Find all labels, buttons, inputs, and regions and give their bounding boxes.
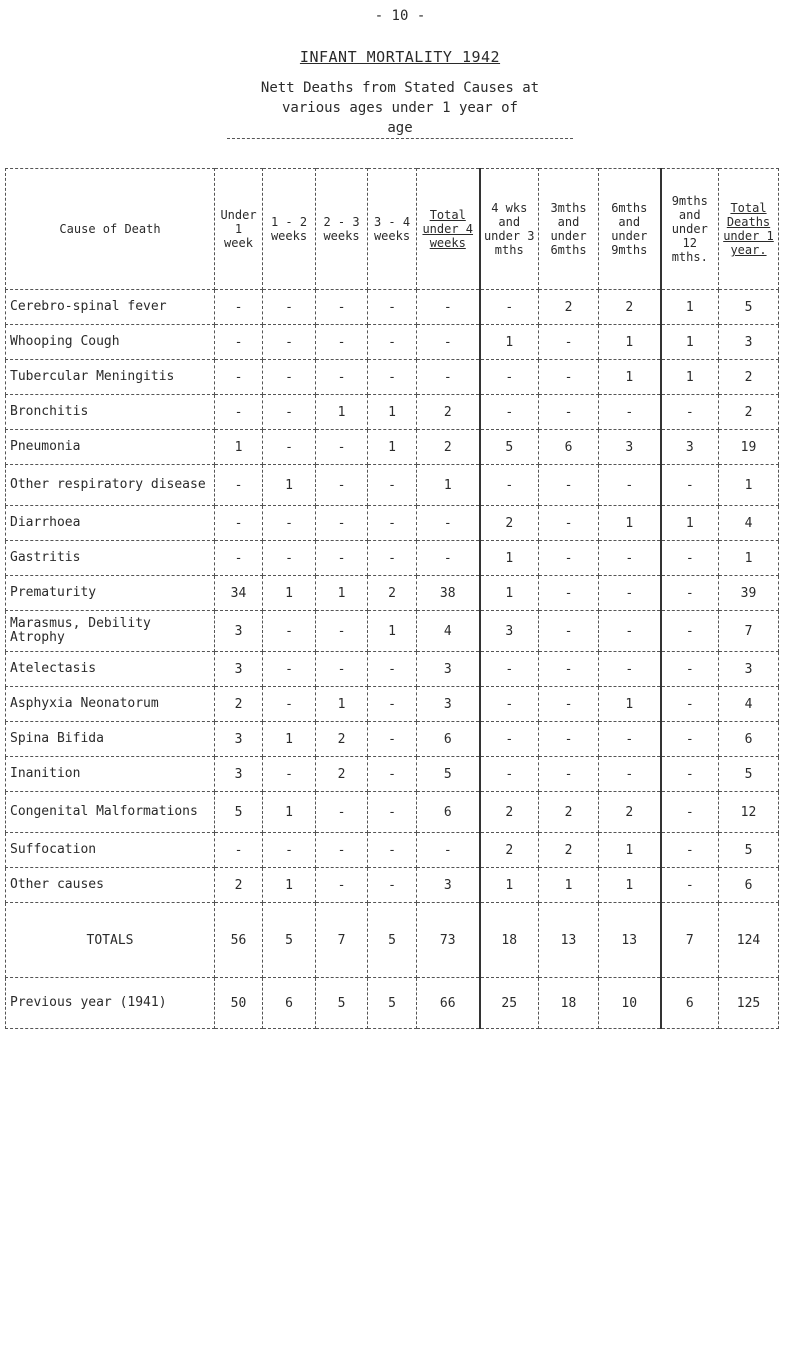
- value-cell: 1: [661, 360, 719, 395]
- value-cell: -: [215, 360, 263, 395]
- value-cell: -: [368, 506, 417, 541]
- value-cell: -: [263, 360, 316, 395]
- value-cell: -: [263, 757, 316, 792]
- previous-cell: 10: [599, 978, 661, 1029]
- value-cell: -: [316, 652, 368, 687]
- table-row: [6, 290, 779, 325]
- value-cell: -: [417, 541, 480, 576]
- cause-cell: Other respiratory disease: [6, 465, 215, 506]
- value-cell: 3: [719, 325, 779, 360]
- total-cell: 7: [316, 903, 368, 978]
- column-header: 2 - 3 weeks: [316, 169, 368, 290]
- value-cell: 3: [480, 611, 539, 652]
- value-cell: -: [316, 360, 368, 395]
- value-cell: -: [417, 360, 480, 395]
- column-header: [417, 169, 480, 290]
- value-cell: -: [539, 506, 599, 541]
- value-cell: 1: [599, 506, 661, 541]
- value-cell: -: [661, 722, 719, 757]
- value-cell: -: [316, 290, 368, 325]
- value-cell: 3: [417, 687, 480, 722]
- value-cell: 2: [539, 290, 599, 325]
- value-cell: -: [599, 611, 661, 652]
- value-cell: -: [661, 465, 719, 506]
- value-cell: -: [368, 541, 417, 576]
- value-cell: 2: [417, 430, 480, 465]
- value-cell: 1: [480, 576, 539, 611]
- value-cell: 5: [480, 430, 539, 465]
- cause-cell: Cerebro-spinal fever: [6, 290, 215, 325]
- total-cell: 18: [480, 903, 539, 978]
- value-cell: -: [539, 541, 599, 576]
- value-cell: 5: [215, 792, 263, 833]
- cause-cell: Diarrhoea: [6, 506, 215, 541]
- table-row: [6, 541, 779, 576]
- cause-cell: Tubercular Meningitis: [6, 360, 215, 395]
- table-row: [6, 465, 779, 506]
- value-cell: 4: [417, 611, 480, 652]
- value-cell: -: [316, 506, 368, 541]
- total-cell: 5: [263, 903, 316, 978]
- value-cell: -: [368, 687, 417, 722]
- value-cell: 2: [480, 833, 539, 868]
- value-cell: -: [215, 465, 263, 506]
- value-cell: -: [661, 395, 719, 430]
- totals-label: TOTALS: [6, 903, 215, 978]
- value-cell: 6: [417, 722, 480, 757]
- value-cell: -: [368, 868, 417, 903]
- cause-cell: Spina Bifida: [6, 722, 215, 757]
- value-cell: 2: [417, 395, 480, 430]
- value-cell: -: [539, 325, 599, 360]
- value-cell: -: [661, 833, 719, 868]
- previous-cell: 66: [417, 978, 480, 1029]
- value-cell: -: [480, 687, 539, 722]
- value-cell: -: [316, 325, 368, 360]
- page-number: - 10 -: [374, 8, 426, 24]
- value-cell: -: [263, 833, 316, 868]
- value-cell: -: [368, 833, 417, 868]
- value-cell: 2: [316, 757, 368, 792]
- cause-cell: Gastritis: [6, 541, 215, 576]
- value-cell: -: [661, 687, 719, 722]
- value-cell: 6: [539, 430, 599, 465]
- value-cell: -: [263, 290, 316, 325]
- column-header: Under 1 week: [215, 169, 263, 290]
- value-cell: -: [368, 757, 417, 792]
- value-cell: 6: [719, 868, 779, 903]
- value-cell: -: [539, 576, 599, 611]
- value-cell: -: [599, 465, 661, 506]
- value-cell: -: [215, 833, 263, 868]
- table-row: [6, 722, 779, 757]
- value-cell: 1: [661, 506, 719, 541]
- value-cell: 1: [599, 360, 661, 395]
- value-cell: 5: [417, 757, 480, 792]
- value-cell: 2: [719, 360, 779, 395]
- value-cell: -: [368, 465, 417, 506]
- total-cell: 56: [215, 903, 263, 978]
- total-cell: 13: [539, 903, 599, 978]
- header-row: [6, 169, 779, 290]
- value-cell: 1: [263, 722, 316, 757]
- value-cell: 1: [661, 290, 719, 325]
- previous-year-row: [6, 978, 779, 1029]
- value-cell: 1: [316, 576, 368, 611]
- previous-year-label: Previous year (1941): [6, 978, 215, 1029]
- value-cell: -: [480, 465, 539, 506]
- value-cell: -: [539, 395, 599, 430]
- table-row: [6, 757, 779, 792]
- value-cell: 2: [539, 833, 599, 868]
- value-cell: 1: [316, 687, 368, 722]
- value-cell: -: [480, 395, 539, 430]
- table-row: [6, 325, 779, 360]
- value-cell: 1: [661, 325, 719, 360]
- value-cell: -: [661, 868, 719, 903]
- value-cell: -: [661, 792, 719, 833]
- table-row: [6, 868, 779, 903]
- value-cell: -: [599, 757, 661, 792]
- value-cell: -: [480, 722, 539, 757]
- value-cell: 3: [661, 430, 719, 465]
- cause-cell: Prematurity: [6, 576, 215, 611]
- previous-cell: 5: [316, 978, 368, 1029]
- value-cell: -: [539, 722, 599, 757]
- value-cell: 1: [368, 430, 417, 465]
- value-cell: -: [539, 611, 599, 652]
- value-cell: -: [316, 465, 368, 506]
- value-cell: 5: [719, 290, 779, 325]
- value-cell: -: [417, 325, 480, 360]
- value-cell: 3: [599, 430, 661, 465]
- value-cell: 1: [368, 395, 417, 430]
- value-cell: -: [539, 652, 599, 687]
- value-cell: -: [263, 611, 316, 652]
- value-cell: -: [263, 652, 316, 687]
- page-title: INFANT MORTALITY 1942: [299, 48, 501, 66]
- cause-cell: Other causes: [6, 868, 215, 903]
- previous-cell: 25: [480, 978, 539, 1029]
- column-header: 3 - 4 weeks: [368, 169, 417, 290]
- previous-cell: 6: [661, 978, 719, 1029]
- total-cell: 5: [368, 903, 417, 978]
- value-cell: -: [661, 541, 719, 576]
- value-cell: -: [316, 611, 368, 652]
- table-row: [6, 611, 779, 652]
- value-cell: 1: [316, 395, 368, 430]
- cause-cell: Atelectasis: [6, 652, 215, 687]
- value-cell: -: [316, 541, 368, 576]
- value-cell: 1: [539, 868, 599, 903]
- value-cell: -: [316, 868, 368, 903]
- column-header-text: Total Deaths under 1 year.: [723, 201, 774, 257]
- value-cell: -: [599, 541, 661, 576]
- value-cell: -: [215, 541, 263, 576]
- value-cell: 3: [417, 868, 480, 903]
- value-cell: 1: [599, 833, 661, 868]
- value-cell: 3: [215, 611, 263, 652]
- value-cell: -: [661, 652, 719, 687]
- value-cell: 1: [480, 868, 539, 903]
- value-cell: 1: [417, 465, 480, 506]
- column-header: 9mths and under 12 mths.: [661, 169, 719, 290]
- value-cell: -: [263, 506, 316, 541]
- column-header: 4 wks and under 3 mths: [480, 169, 539, 290]
- value-cell: 2: [368, 576, 417, 611]
- infant-mortality-table: [5, 168, 779, 1029]
- value-cell: 39: [719, 576, 779, 611]
- cause-cell: Bronchitis: [6, 395, 215, 430]
- value-cell: 19: [719, 430, 779, 465]
- value-cell: 3: [719, 652, 779, 687]
- totals-row: [6, 903, 779, 978]
- value-cell: 6: [719, 722, 779, 757]
- value-cell: -: [417, 290, 480, 325]
- value-cell: -: [661, 611, 719, 652]
- column-header: 1 - 2 weeks: [263, 169, 316, 290]
- column-header: Cause of Death: [6, 169, 215, 290]
- value-cell: 2: [539, 792, 599, 833]
- value-cell: 2: [599, 290, 661, 325]
- value-cell: -: [368, 722, 417, 757]
- value-cell: 3: [215, 757, 263, 792]
- value-cell: -: [539, 465, 599, 506]
- cause-cell: Marasmus, Debility Atrophy: [6, 611, 215, 652]
- value-cell: 2: [480, 792, 539, 833]
- page-subtitle: [0, 78, 800, 139]
- value-cell: 1: [719, 465, 779, 506]
- table-row: [6, 430, 779, 465]
- value-cell: -: [480, 757, 539, 792]
- value-cell: 4: [719, 506, 779, 541]
- cause-cell: Whooping Cough: [6, 325, 215, 360]
- table-row: [6, 576, 779, 611]
- table-row: [6, 506, 779, 541]
- value-cell: 2: [215, 687, 263, 722]
- cause-cell: Suffocation: [6, 833, 215, 868]
- previous-cell: 5: [368, 978, 417, 1029]
- table-row: [6, 833, 779, 868]
- table-row: [6, 687, 779, 722]
- cause-cell: Inanition: [6, 757, 215, 792]
- value-cell: -: [368, 652, 417, 687]
- value-cell: 5: [719, 757, 779, 792]
- value-cell: -: [215, 325, 263, 360]
- value-cell: 6: [417, 792, 480, 833]
- previous-cell: 18: [539, 978, 599, 1029]
- value-cell: -: [599, 395, 661, 430]
- table-row: [6, 652, 779, 687]
- value-cell: 1: [480, 325, 539, 360]
- value-cell: -: [661, 576, 719, 611]
- value-cell: 3: [215, 652, 263, 687]
- value-cell: -: [599, 652, 661, 687]
- value-cell: 1: [599, 325, 661, 360]
- value-cell: 2: [215, 868, 263, 903]
- previous-cell: 125: [719, 978, 779, 1029]
- value-cell: 5: [719, 833, 779, 868]
- value-cell: -: [215, 395, 263, 430]
- value-cell: 3: [215, 722, 263, 757]
- value-cell: 1: [263, 868, 316, 903]
- value-cell: -: [417, 833, 480, 868]
- column-header: 3mths and under 6mths: [539, 169, 599, 290]
- value-cell: -: [539, 360, 599, 395]
- value-cell: -: [368, 360, 417, 395]
- value-cell: -: [263, 430, 316, 465]
- value-cell: 2: [480, 506, 539, 541]
- value-cell: 12: [719, 792, 779, 833]
- value-cell: -: [480, 290, 539, 325]
- value-cell: -: [368, 290, 417, 325]
- total-cell: 13: [599, 903, 661, 978]
- previous-cell: 50: [215, 978, 263, 1029]
- subtitle-line-1: Nett Deaths from Stated Causes at: [260, 80, 540, 96]
- cause-cell: Pneumonia: [6, 430, 215, 465]
- value-cell: -: [417, 506, 480, 541]
- value-cell: -: [263, 687, 316, 722]
- value-cell: 34: [215, 576, 263, 611]
- column-header: 6mths and under 9mths: [599, 169, 661, 290]
- table-row: [6, 792, 779, 833]
- value-cell: -: [263, 395, 316, 430]
- value-cell: -: [539, 687, 599, 722]
- value-cell: 1: [599, 868, 661, 903]
- value-cell: 1: [480, 541, 539, 576]
- value-cell: -: [215, 290, 263, 325]
- value-cell: 1: [263, 792, 316, 833]
- value-cell: -: [539, 757, 599, 792]
- subtitle-line-2: various ages under 1 year of: [281, 100, 518, 116]
- total-cell: 7: [661, 903, 719, 978]
- total-cell: 73: [417, 903, 480, 978]
- column-header: [719, 169, 779, 290]
- column-header-text: Total under 4 weeks: [422, 208, 474, 250]
- value-cell: -: [599, 722, 661, 757]
- value-cell: -: [599, 576, 661, 611]
- value-cell: -: [480, 652, 539, 687]
- value-cell: 2: [316, 722, 368, 757]
- value-cell: -: [661, 757, 719, 792]
- cause-cell: Asphyxia Neonatorum: [6, 687, 215, 722]
- total-cell: 124: [719, 903, 779, 978]
- value-cell: -: [215, 506, 263, 541]
- value-cell: -: [368, 792, 417, 833]
- value-cell: -: [263, 541, 316, 576]
- value-cell: -: [480, 360, 539, 395]
- previous-cell: 6: [263, 978, 316, 1029]
- value-cell: 1: [263, 465, 316, 506]
- value-cell: 1: [263, 576, 316, 611]
- value-cell: -: [368, 325, 417, 360]
- value-cell: -: [316, 792, 368, 833]
- value-cell: 4: [719, 687, 779, 722]
- value-cell: 1: [719, 541, 779, 576]
- value-cell: -: [316, 430, 368, 465]
- value-cell: 2: [599, 792, 661, 833]
- value-cell: 1: [215, 430, 263, 465]
- value-cell: 1: [599, 687, 661, 722]
- table-row: [6, 360, 779, 395]
- table-row: [6, 395, 779, 430]
- value-cell: -: [316, 833, 368, 868]
- value-cell: 1: [368, 611, 417, 652]
- value-cell: 2: [719, 395, 779, 430]
- value-cell: 7: [719, 611, 779, 652]
- value-cell: 38: [417, 576, 480, 611]
- cause-cell: Congenital Malformations: [6, 792, 215, 833]
- subtitle-line-3: age: [227, 118, 572, 139]
- value-cell: 3: [417, 652, 480, 687]
- value-cell: -: [263, 325, 316, 360]
